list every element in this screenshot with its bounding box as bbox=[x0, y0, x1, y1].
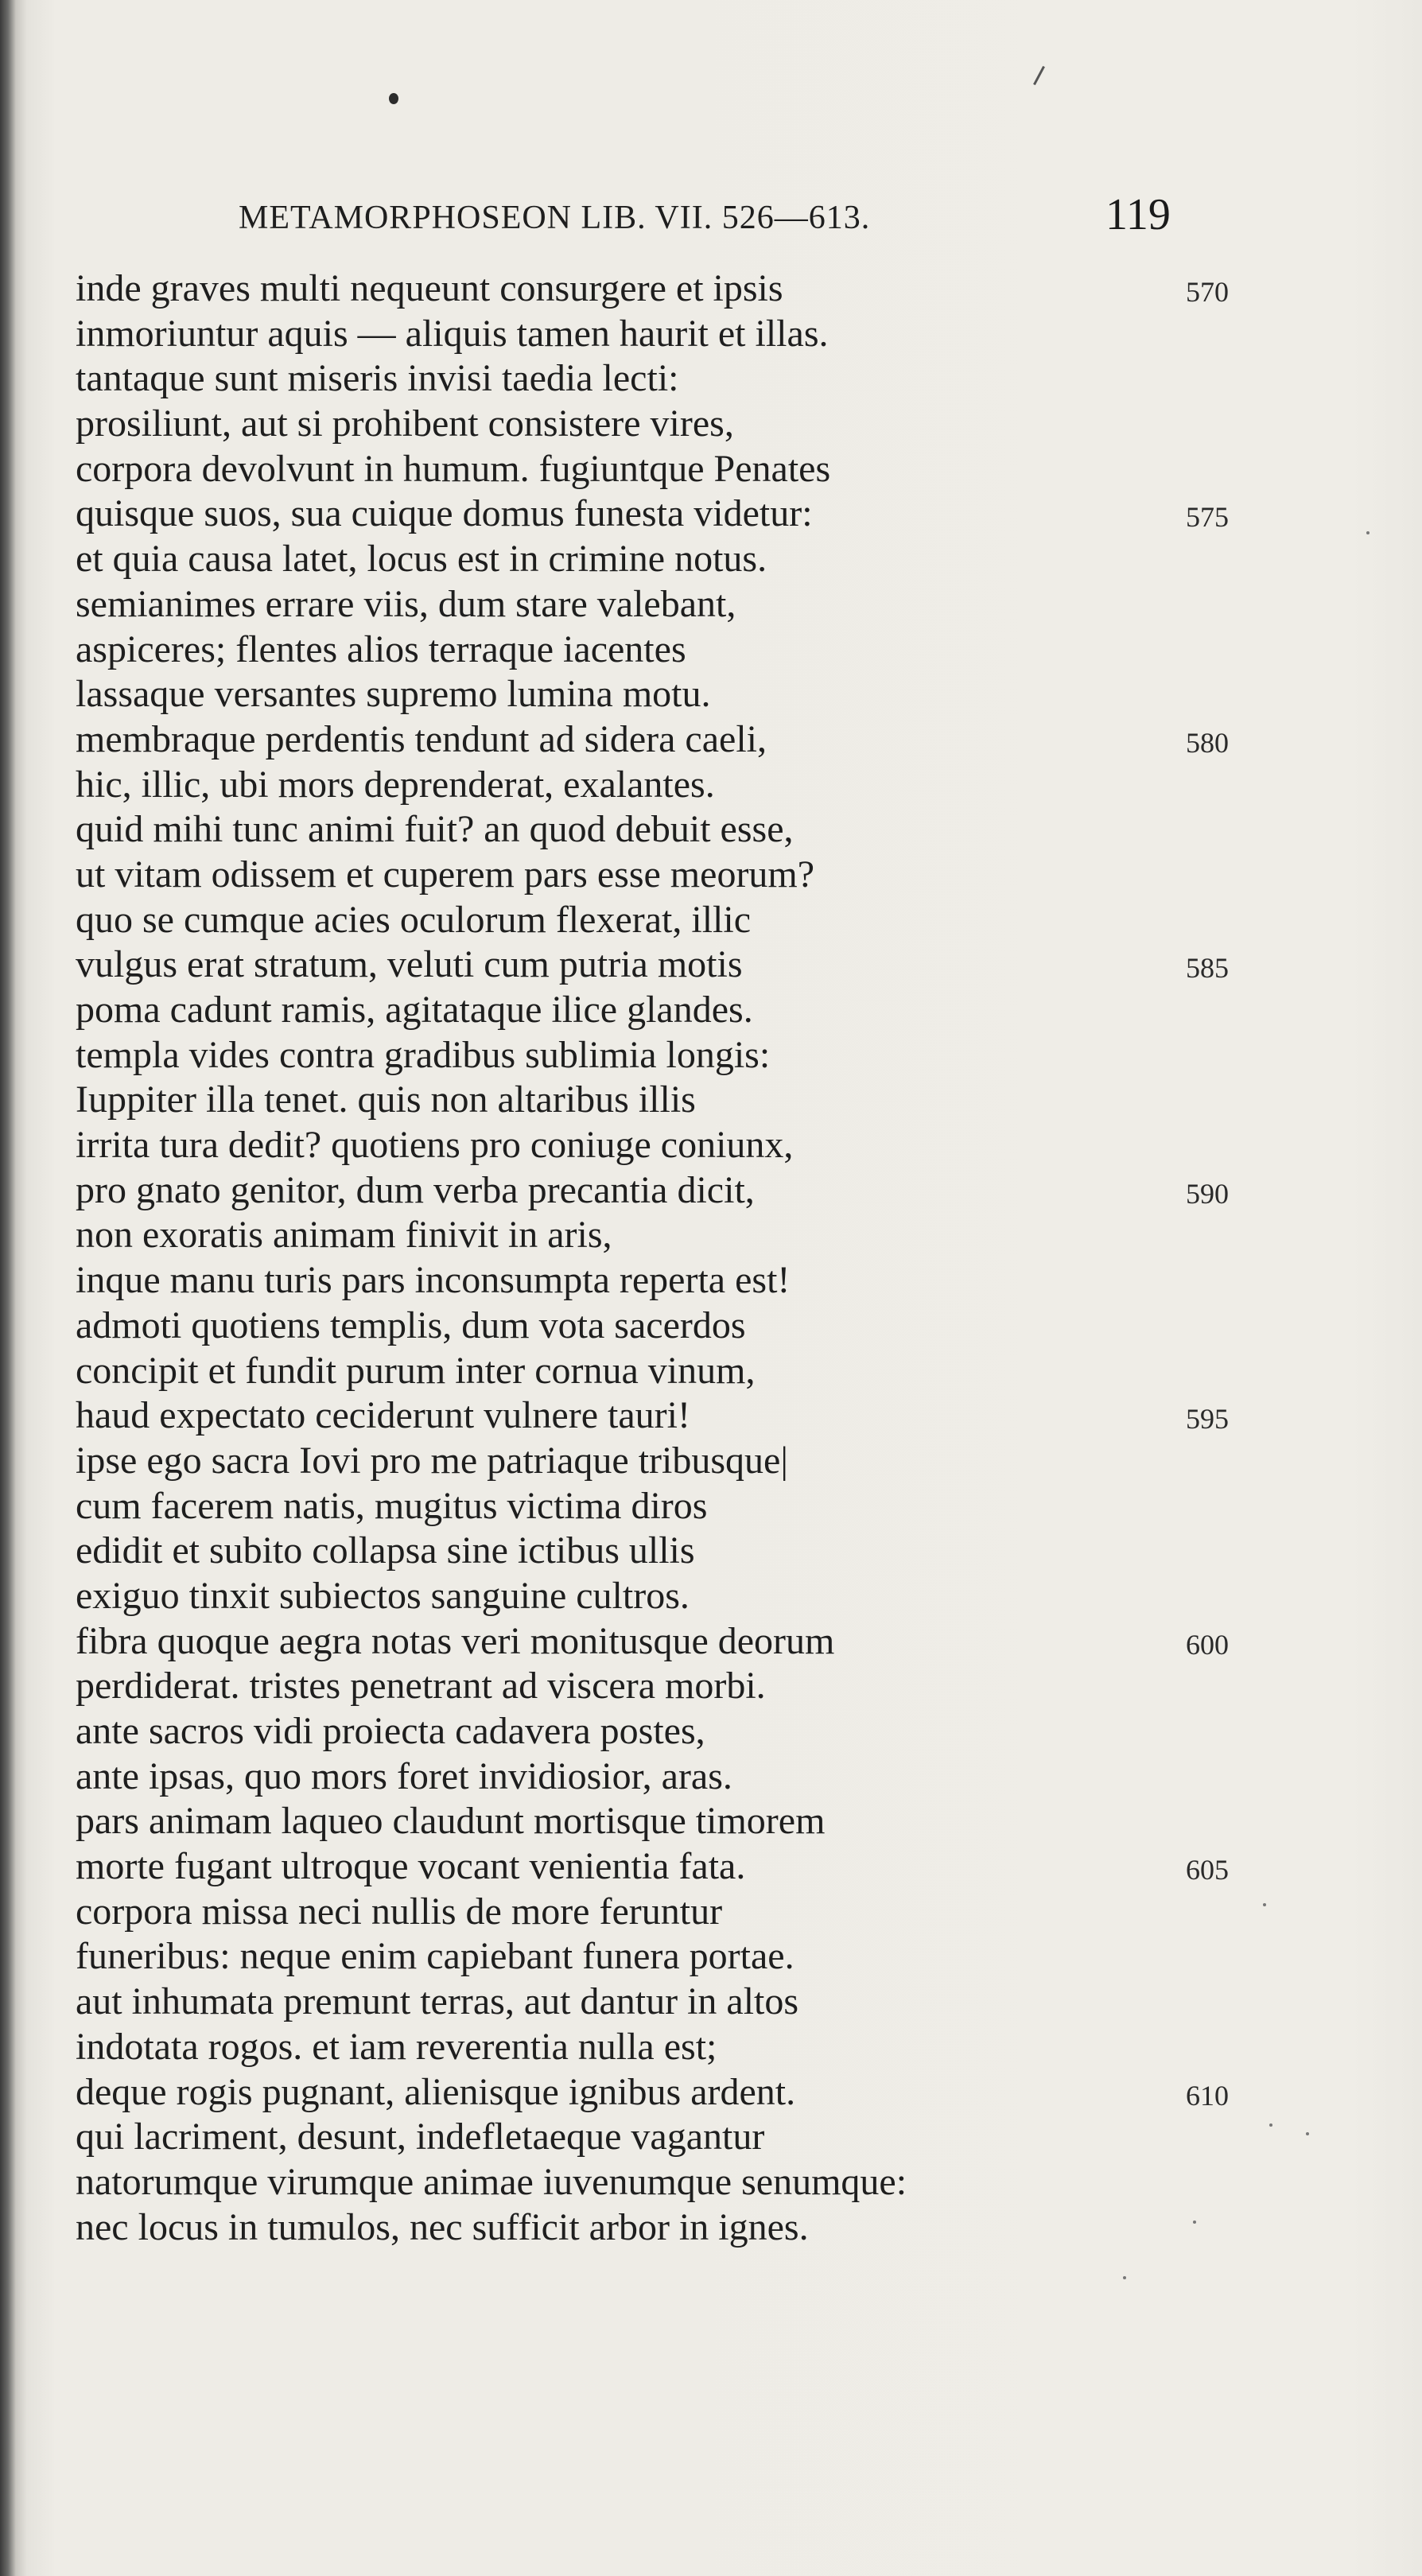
verse-text: corpora devolvunt in humum. fugiuntque Penates bbox=[76, 447, 831, 490]
verse-text: et quia causa latet, locus est in crimine notus. bbox=[76, 538, 767, 581]
page-header bbox=[239, 189, 1177, 245]
verse-text: funeribus: neque enim capiebant funera portae. bbox=[76, 1935, 795, 1978]
verse-text: edidit et subito collapsa sine ictibus ullis bbox=[76, 1529, 695, 1572]
verse-line bbox=[76, 1349, 1269, 1394]
verse-text: pro gnato genitor, dum verba precantia dicit, bbox=[76, 1168, 755, 1211]
verse-line bbox=[76, 853, 1269, 898]
verse-block bbox=[76, 266, 1269, 2250]
page-number: 119 bbox=[1105, 190, 1171, 239]
verse-text: qui lacriment, desunt, indefletaeque vagantur bbox=[76, 2116, 765, 2158]
verse-text: aut inhumata premunt terras, aut dantur in altos bbox=[76, 1980, 799, 2023]
verse-line bbox=[76, 1799, 1269, 1844]
verse-text: ut vitam odissem et cuperem pars esse meorum? bbox=[76, 853, 815, 896]
line-number: 595 bbox=[1186, 1403, 1229, 1436]
line-number: 590 bbox=[1186, 1177, 1229, 1210]
line-number: 600 bbox=[1186, 1628, 1229, 1661]
line-number: 580 bbox=[1186, 726, 1229, 759]
verse-line bbox=[76, 2160, 1269, 2205]
line-number: 570 bbox=[1186, 276, 1229, 308]
verse-line bbox=[76, 1078, 1269, 1123]
verse-line bbox=[76, 942, 1269, 988]
verse-text: cum facerem natis, mugitus victima diros bbox=[76, 1484, 708, 1527]
verse-line bbox=[76, 1168, 1269, 1214]
verse-text: pars animam laqueo claudunt mortisque timorem bbox=[76, 1800, 826, 1843]
verse-line bbox=[76, 312, 1269, 357]
verse-text: Iuppiter illa tenet. quis non altaribus illis bbox=[76, 1078, 696, 1121]
verse-line bbox=[76, 1304, 1269, 1349]
verse-text: deque rogis pugnant, alienisque ignibus ardent. bbox=[76, 2070, 796, 2113]
verse-line bbox=[76, 1664, 1269, 1709]
verse-text: poma cadunt ramis, agitataque ilice glandes. bbox=[76, 989, 753, 1031]
verse-text: hic, illic, ubi mors deprenderat, exalantes. bbox=[76, 763, 715, 806]
verse-line bbox=[76, 1934, 1269, 1980]
verse-text: ante ipsas, quo mors foret invidiosior, aras. bbox=[76, 1754, 732, 1797]
speck bbox=[1306, 2132, 1309, 2135]
verse-text: lassaque versantes supremo lumina motu. bbox=[76, 673, 711, 716]
verse-text: exiguo tinxit subiectos sanguine cultros. bbox=[76, 1574, 690, 1617]
running-head: METAMORPHOSEON LIB. VII. 526—613. bbox=[239, 200, 871, 236]
verse-line bbox=[76, 988, 1269, 1033]
verse-line bbox=[76, 1033, 1269, 1078]
speck bbox=[1269, 2123, 1272, 2127]
verse-line bbox=[76, 1844, 1269, 1890]
verse-line bbox=[76, 2205, 1269, 2251]
verse-text: ipse ego sacra Iovi pro me patriaque tribusque| bbox=[76, 1439, 788, 1482]
verse-line bbox=[76, 537, 1269, 582]
verse-line bbox=[76, 447, 1269, 492]
verse-text: corpora missa neci nullis de more feruntur bbox=[76, 1890, 723, 1933]
verse-line bbox=[76, 763, 1269, 808]
ink-dot bbox=[389, 93, 398, 104]
verse-text: quo se cumque acies oculorum flexerat, illic bbox=[76, 898, 752, 941]
verse-text: perdiderat. tristes penetrant ad viscera morbi. bbox=[76, 1665, 766, 1708]
verse-line bbox=[76, 1439, 1269, 1484]
verse-text: haud expectato ceciderunt vulnere tauri! bbox=[76, 1394, 690, 1437]
verse-text: vulgus erat stratum, veluti cum putria motis bbox=[76, 943, 743, 986]
verse-text: prosiliunt, aut si prohibent consistere vires, bbox=[76, 402, 734, 445]
verse-text: ante sacros vidi proiecta cadavera postes, bbox=[76, 1710, 705, 1752]
verse-line bbox=[76, 2070, 1269, 2116]
verse-text: nec locus in tumulos, nec sufficit arbor in ignes. bbox=[76, 2205, 809, 2248]
verse-line bbox=[76, 1890, 1269, 1935]
verse-text: irrita tura dedit? quotiens pro coniuge coniunx, bbox=[76, 1124, 794, 1167]
verse-line bbox=[76, 717, 1269, 763]
speck bbox=[1366, 531, 1370, 534]
verse-line bbox=[76, 2025, 1269, 2070]
verse-line bbox=[76, 1529, 1269, 1574]
verse-text: templa vides contra gradibus sublimia longis: bbox=[76, 1033, 771, 1076]
line-number: 585 bbox=[1186, 952, 1229, 985]
verse-text: fibra quoque aegra notas veri monitusque deorum bbox=[76, 1619, 835, 1662]
verse-line bbox=[76, 898, 1269, 943]
verse-text: quisque suos, sua cuique domus funesta videtur: bbox=[76, 492, 813, 535]
pencil-mark bbox=[1033, 66, 1045, 85]
verse-line bbox=[76, 1980, 1269, 2025]
verse-text: morte fugant ultroque vocant venientia fata. bbox=[76, 1845, 746, 1888]
verse-text: inque manu turis pars inconsumpta reperta est! bbox=[76, 1259, 791, 1302]
verse-text: concipit et fundit purum inter cornua vinum, bbox=[76, 1349, 756, 1392]
verse-line bbox=[76, 402, 1269, 447]
verse-line bbox=[76, 672, 1269, 717]
verse-text: inmoriuntur aquis — aliquis tamen haurit et illas. bbox=[76, 312, 829, 355]
verse-line bbox=[76, 807, 1269, 853]
speck bbox=[1123, 2276, 1126, 2279]
verse-line bbox=[76, 1213, 1269, 1258]
verse-text: membraque perdentis tendunt ad sidera caeli, bbox=[76, 717, 767, 760]
verse-line bbox=[76, 2115, 1269, 2160]
verse-text: semianimes errare viis, dum stare valebant, bbox=[76, 582, 736, 625]
verse-text: quid mihi tunc animi fuit? an quod debuit esse, bbox=[76, 808, 794, 851]
verse-line bbox=[76, 1484, 1269, 1529]
verse-line bbox=[76, 627, 1269, 673]
verse-line bbox=[76, 491, 1269, 537]
verse-line bbox=[76, 1619, 1269, 1665]
verse-text: tantaque sunt miseris invisi taedia lecti: bbox=[76, 357, 679, 400]
line-number: 605 bbox=[1186, 1854, 1229, 1886]
verse-text: inde graves multi nequeunt consurgere et ipsis bbox=[76, 267, 783, 309]
verse-line bbox=[76, 266, 1269, 312]
verse-line bbox=[76, 582, 1269, 627]
verse-line bbox=[76, 356, 1269, 402]
verse-text: indotata rogos. et iam reverentia nulla est; bbox=[76, 2025, 717, 2068]
verse-line bbox=[76, 1393, 1269, 1439]
verse-line bbox=[76, 1754, 1269, 1800]
line-number: 610 bbox=[1186, 2079, 1229, 2112]
line-number: 575 bbox=[1186, 501, 1229, 534]
verse-text: admoti quotiens templis, dum vota sacerdos bbox=[76, 1304, 746, 1346]
verse-text: aspiceres; flentes alios terraque iacentes bbox=[76, 627, 686, 670]
verse-line bbox=[76, 1258, 1269, 1304]
verse-line bbox=[76, 1123, 1269, 1168]
verse-text: non exoratis animam finivit in aris, bbox=[76, 1214, 612, 1257]
verse-line bbox=[76, 1709, 1269, 1754]
verse-text: natorumque virumque animae iuvenumque senumque: bbox=[76, 2160, 907, 2203]
verse-line bbox=[76, 1574, 1269, 1619]
